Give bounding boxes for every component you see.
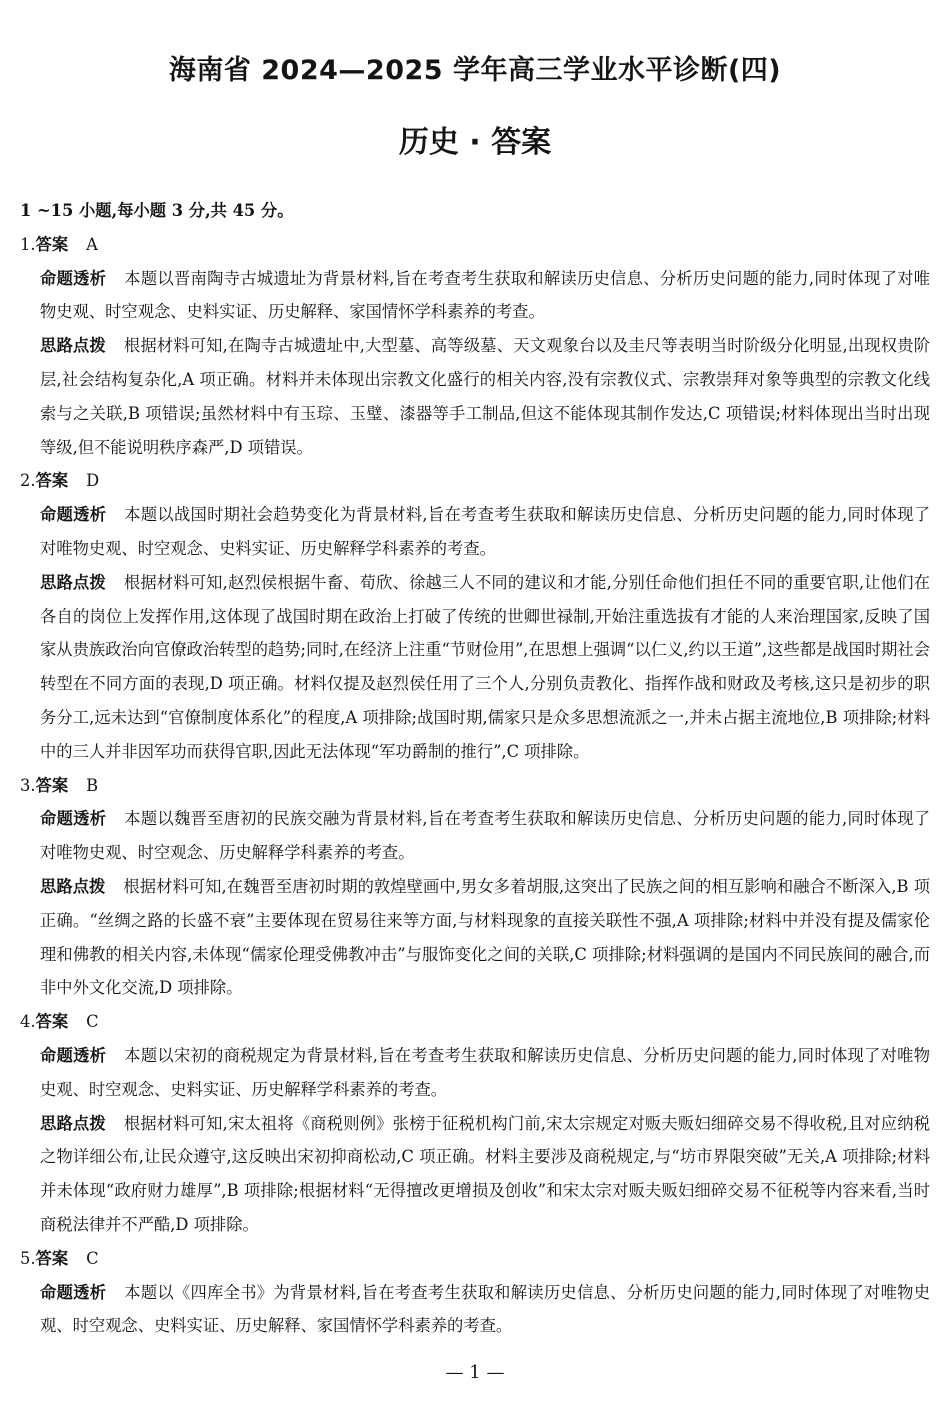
thinking-text: 根据材料可知,在魏晋至唐初时期的敦煌壁画中,男女多着胡服,这突出了民族之间的相互影响和融合不断深入,B 项正确。“丝绸之路的长盛不衰”主要体现在贸易往来等方面,与材料现象的直接关联性不强,A 项排除;材料中并没有提及儒家伦理和佛教的相关内容,未体现“儒家伦理受佛教冲击”与服饰变化之间的关联,C 项排除;材料强调的是国内不同民族间的融合,而非中外文化交流,D 项排除。: [40, 876, 930, 998]
answer-line: [20, 1005, 930, 1039]
question-block: [20, 769, 930, 1006]
answer-line: [20, 464, 930, 498]
answer-choice: D: [86, 471, 100, 491]
analysis-text: 本题以《四库全书》为背景材料,旨在考查考生获取和解读历史信息、分析历史问题的能力,同时体现了对唯物史观、时空观念、史料实证、历史解释、家国情怀学科素养的考查。: [40, 1282, 930, 1336]
thinking-paragraph: [40, 870, 930, 1005]
question-block: [20, 1005, 930, 1242]
page-subtitle: 历史 · 答案: [398, 125, 552, 160]
analysis-label: 命题透析: [40, 505, 107, 525]
answer-label: 答案: [35, 1012, 69, 1032]
thinking-text: 根据材料可知,在陶寺古城遗址中,大型墓、高等级墓、天文观象台以及圭尺等表明当时阶级分化明显,出现权贵阶层,社会结构复杂化,A 项正确。材料并未体现出宗教文化盛行的相关内容,没有宗教仪式、宗教崇拜对象等典型的宗教文化线索与之关联,B 项错误;虽然材料中有玉琮、玉璧、漆器等手工制品,但这不能体现其制作发达,C 项错误;材料体现出当时出现等级,但不能说明秩序森严,D 项错误。: [40, 336, 930, 457]
thinking-text: 根据材料可知,赵烈侯根据牛畜、荀欣、徐越三人不同的建议和才能,分别任命他们担任不同的重要官职,让他们在各自的岗位上发挥作用,这体现了战国时期在政治上打破了传统的世卿世禄制,开始注重选拔有才能的人来治理国家,反映了国家从贵族政治向官僚政治转型的趋势;同时,在经济上注重“节财俭用”,在思想上强调“以仁义,约以王道”,这些都是战国时期社会转型在不同方面的表现,D 项正确。材料仅提及赵烈侯任用了三个人,分别负责教化、指挥作战和财政及考核,这只是初步的职务分工,远未达到“官僚制度体系化”的程度,A 项排除;战国时期,儒家只是众多思想流派之一,并未占据主流地位,B 项排除;材料中的三人并非因军功而获得官职,因此无法体现“军功爵制的推行”,C 项排除。: [40, 572, 930, 761]
analysis-paragraph: [40, 262, 930, 330]
answer-label: 答案: [35, 234, 69, 254]
answer-line: [20, 228, 930, 262]
question-block: [20, 1242, 930, 1343]
thinking-text: 根据材料可知,宋太祖将《商税则例》张榜于征税机构门前,宋太宗规定对贩夫贩妇细碎交易不得收税,且对应纳税之物详细公布,让民众遵守,这反映出宋初抑商松动,C 项正确。材料主要涉及商税规定,与“坊市界限突破”无关,A 项排除;材料并未体现“政府财力雄厚”,B 项排除;根据材料“无得擅改更增损及创收”和宋太宗对贩夫贩妇细碎交易不征税等内容来看,当时商税法律并不严酷,D 项排除。: [40, 1113, 930, 1234]
answer-label: 答案: [35, 775, 69, 795]
analysis-text: 本题以晋南陶寺古城遗址为背景材料,旨在考查考生获取和解读历史信息、分析历史问题的能力,同时体现了对唯物史观、时空观念、史料实证、历史解释、家国情怀学科素养的考查。: [40, 268, 930, 322]
thinking-paragraph: [40, 1107, 930, 1242]
answer-choice: B: [86, 775, 99, 795]
analysis-paragraph: [40, 498, 930, 566]
analysis-paragraph: [40, 1276, 930, 1344]
analysis-text: 本题以战国时期社会趋势变化为背景材料,旨在考查考生获取和解读历史信息、分析历史问题的能力,同时体现了对唯物史观、时空观念、史料实证、历史解释学科素养的考查。: [40, 505, 930, 558]
analysis-label: 命题透析: [40, 1045, 107, 1065]
question-number: 4.: [20, 1012, 36, 1032]
analysis-label: 命题透析: [40, 268, 107, 288]
analysis-text: 本题以宋初的商税规定为背景材料,旨在考查考生获取和解读历史信息、分析历史问题的能力,同时体现了对唯物史观、时空观念、史料实证、历史解释学科素养的考查。: [40, 1045, 930, 1099]
answer-label: 答案: [35, 1248, 69, 1268]
question-number: 2.: [20, 471, 36, 491]
analysis-label: 命题透析: [40, 1282, 107, 1302]
question-number: 5.: [20, 1248, 36, 1268]
question-block: [20, 464, 930, 768]
answer-choice: C: [86, 1248, 99, 1268]
answer-choice: A: [86, 234, 98, 254]
section-intro: 1 ~15 小题,每小题 3 分,共 45 分。: [20, 201, 294, 220]
question-block: [20, 228, 930, 465]
analysis-label: 命题透析: [40, 809, 107, 829]
question-number: 1.: [20, 234, 36, 254]
thinking-label: 思路点拨: [40, 876, 106, 896]
thinking-label: 思路点拨: [40, 336, 106, 356]
answer-label: 答案: [35, 471, 69, 491]
thinking-paragraph: [40, 566, 930, 769]
page-title: 海南省 2024—2025 学年高三学业水平诊断(四): [168, 55, 782, 86]
thinking-paragraph: [40, 329, 930, 464]
analysis-text: 本题以魏晋至唐初的民族交融为背景材料,旨在考查考生获取和解读历史信息、分析历史问题的能力,同时体现了对唯物史观、时空观念、历史解释学科素养的考查。: [40, 809, 930, 863]
answer-line: [20, 769, 930, 803]
thinking-label: 思路点拨: [40, 572, 106, 592]
answer-content: [20, 194, 930, 1343]
answer-choice: C: [86, 1012, 99, 1032]
question-number: 3.: [20, 775, 36, 795]
page-number: — 1 —: [445, 1362, 505, 1383]
analysis-paragraph: [40, 1039, 930, 1107]
analysis-paragraph: [40, 802, 930, 870]
answer-line: [20, 1242, 930, 1276]
thinking-label: 思路点拨: [40, 1113, 106, 1133]
